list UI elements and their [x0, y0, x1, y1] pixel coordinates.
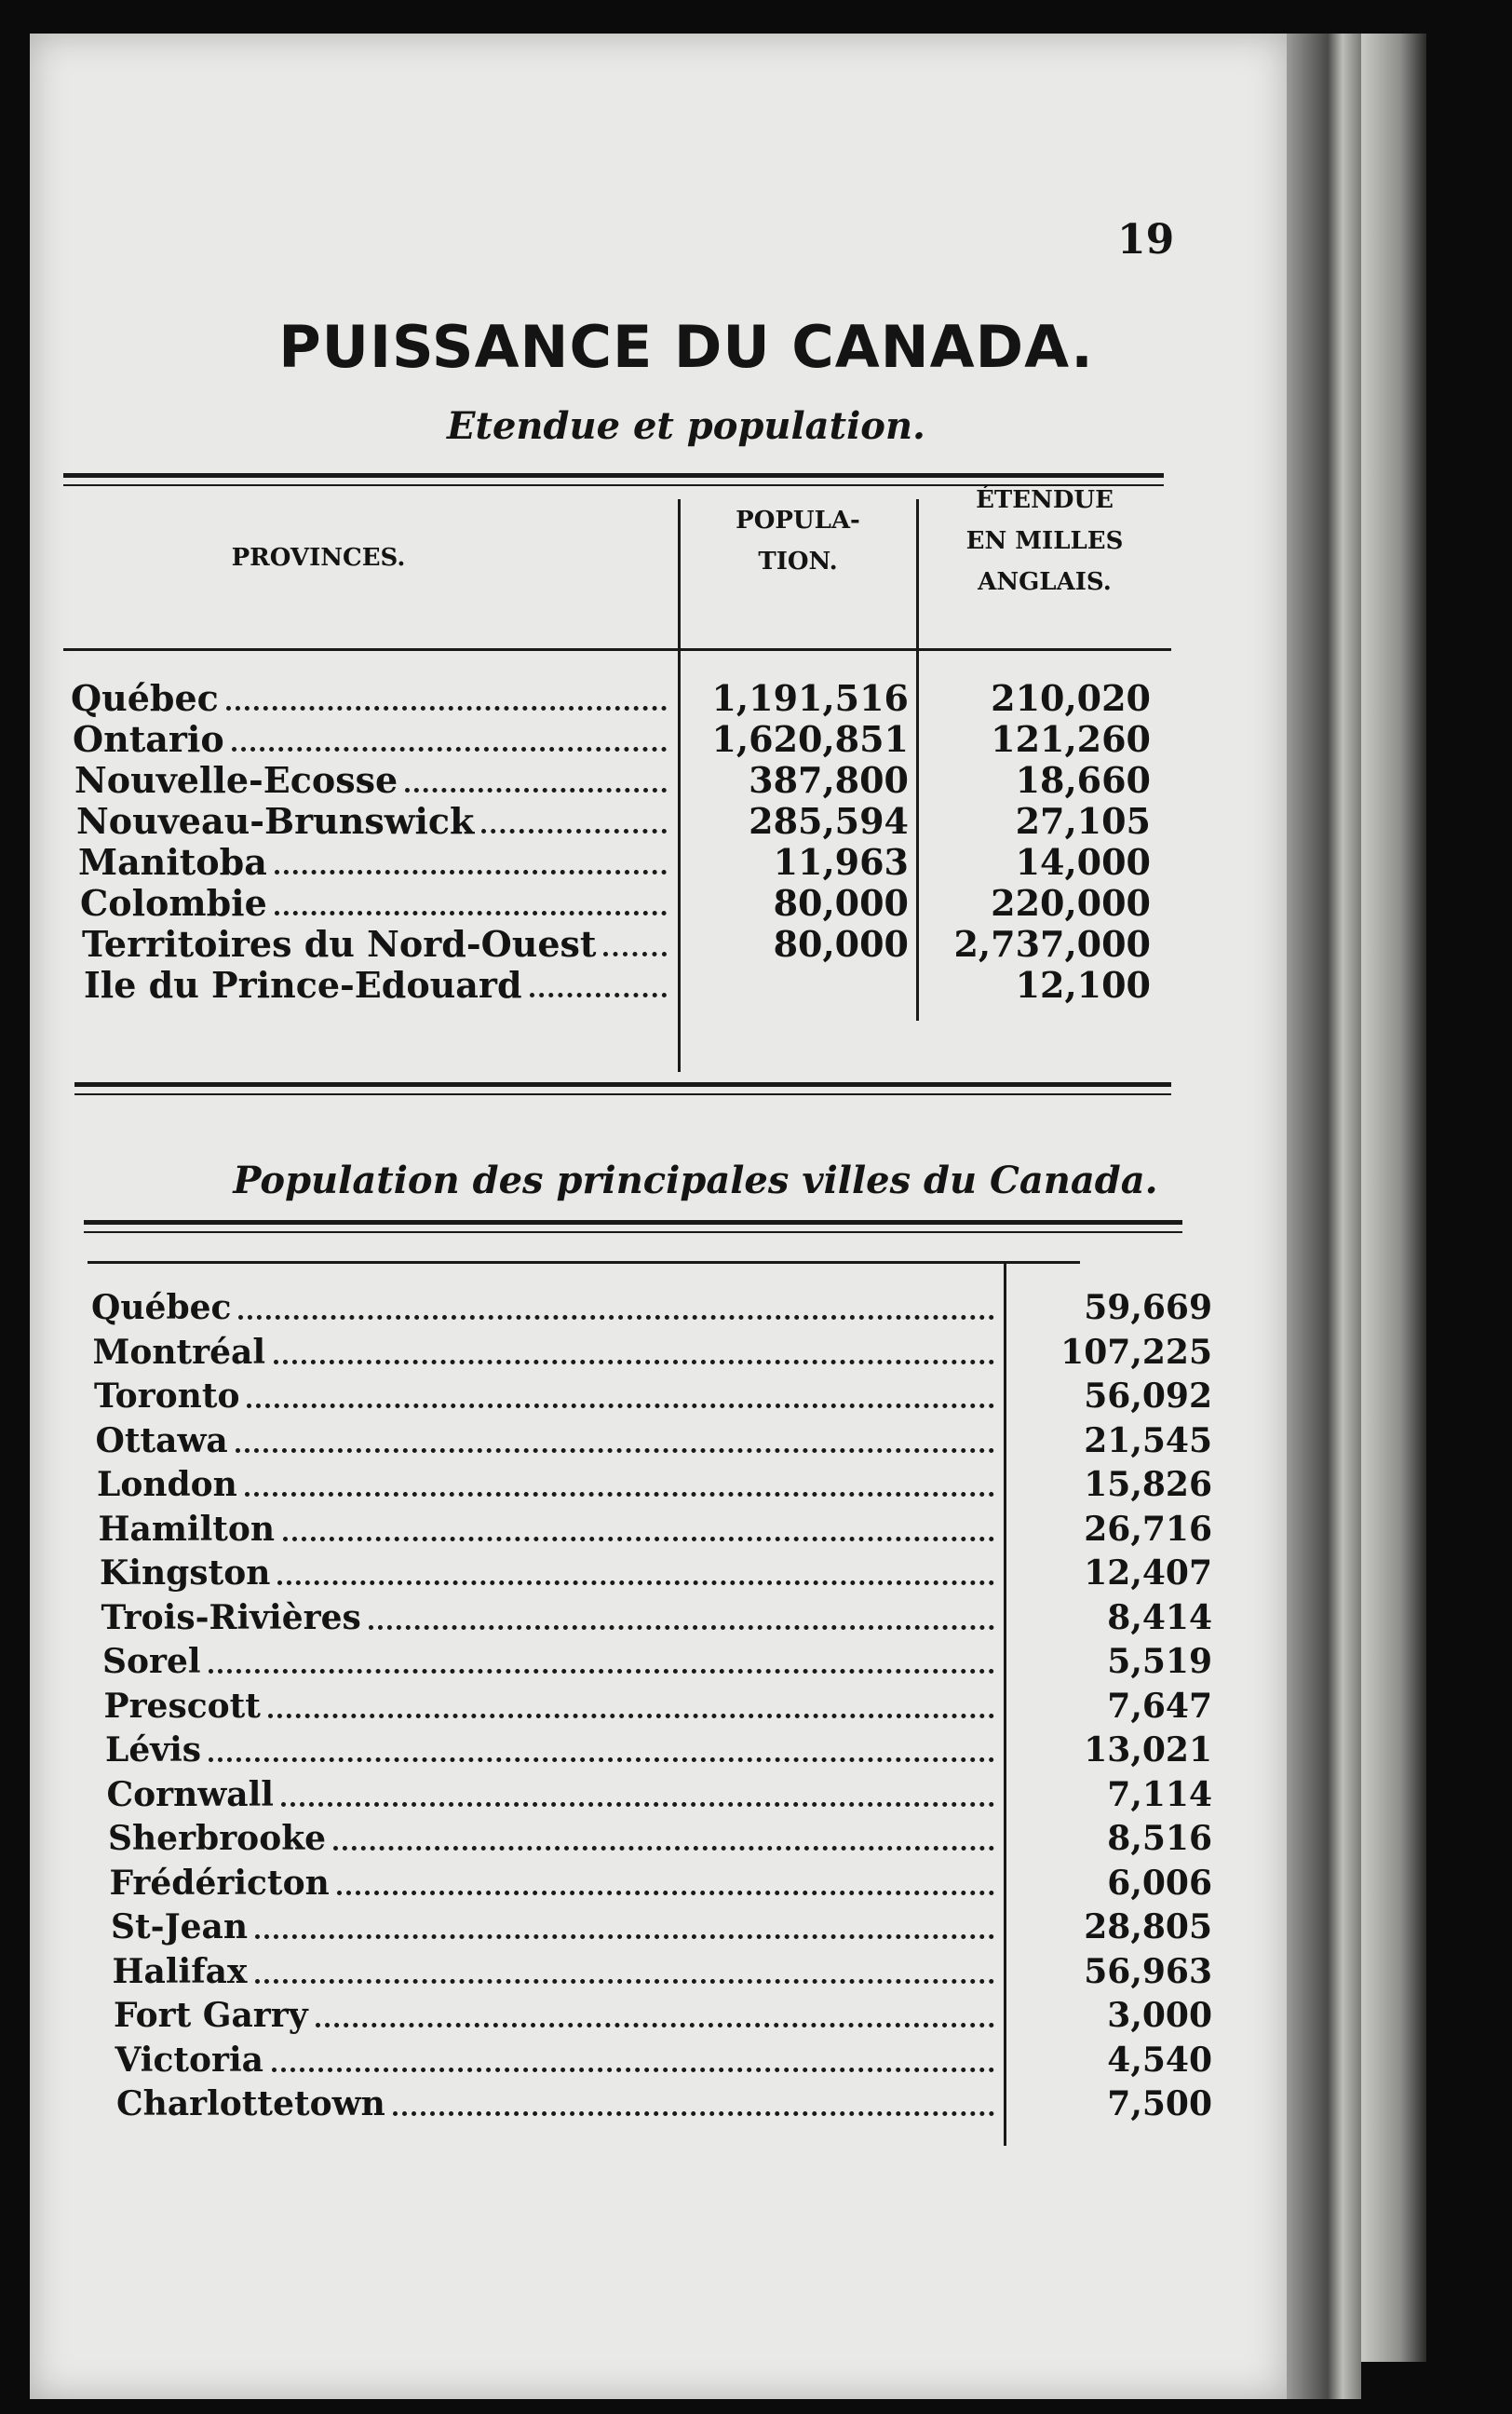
- dot-leader: [530, 993, 667, 997]
- city-name: Trois-Rivières: [101, 1597, 361, 1637]
- province-extent: 27,105: [1015, 800, 1151, 842]
- header-extent-3: ANGLAIS.: [978, 568, 1112, 596]
- header-population-1: POPULA-: [736, 507, 860, 535]
- table2-top-rule: [84, 1220, 1182, 1225]
- city-population: 56,963: [1084, 1951, 1212, 1991]
- table1-bottom-rule: [74, 1082, 1171, 1087]
- province-extent: 18,660: [1015, 759, 1151, 801]
- dot-leader: [236, 1448, 994, 1453]
- table2-col-divider: [1004, 1261, 1006, 2146]
- dot-leader: [272, 2068, 994, 2072]
- city-population: 59,669: [1084, 1288, 1212, 1327]
- city-population: 3,000: [1107, 1996, 1212, 2035]
- dot-leader: [274, 1360, 994, 1364]
- dot-leader: [369, 1625, 994, 1630]
- dot-leader: [481, 829, 667, 834]
- section-subtitle-cities: Population des principales villes du Canada.: [233, 1159, 1158, 1202]
- dot-leader: [277, 1580, 994, 1585]
- dot-leader: [316, 2023, 994, 2027]
- table1-col-divider-2: [916, 499, 919, 1021]
- province-extent: 12,100: [1015, 964, 1151, 1006]
- dot-leader: [337, 1891, 994, 1895]
- city-population: 5,519: [1107, 1642, 1212, 1681]
- page-edge: [1361, 34, 1426, 2362]
- city-name: Hamilton: [98, 1509, 276, 1549]
- province-population: 387,800: [749, 759, 909, 801]
- city-name: Lévis: [105, 1730, 202, 1770]
- province-name: Nouveau-Brunswick: [76, 800, 475, 842]
- city-name: Ottawa: [95, 1420, 228, 1460]
- city-name: Prescott: [103, 1686, 261, 1726]
- dot-leader: [281, 1802, 994, 1807]
- header-provinces: PROVINCES.: [231, 544, 406, 572]
- city-name: Frédéricton: [109, 1863, 330, 1903]
- dot-leader: [226, 706, 667, 711]
- header-extent-1: ÉTENDUE: [976, 486, 1114, 514]
- book-page: [30, 34, 1287, 2399]
- dot-leader: [275, 870, 667, 875]
- city-population: 21,545: [1084, 1420, 1212, 1460]
- province-extent: 220,000: [991, 882, 1151, 924]
- city-name: Fort Garry: [114, 1996, 308, 2035]
- province-name: Manitoba: [78, 841, 267, 883]
- dot-leader: [275, 911, 667, 915]
- city-population: 107,225: [1060, 1332, 1212, 1372]
- table2-header-rule: [88, 1261, 1080, 1264]
- dot-leader: [268, 1714, 994, 1718]
- province-name: Ontario: [73, 718, 224, 760]
- table1-header-rule: [63, 648, 1171, 651]
- province-extent: 121,260: [991, 718, 1151, 760]
- table2-top-rule-thin: [84, 1231, 1182, 1233]
- city-name: London: [97, 1465, 237, 1504]
- province-extent: 14,000: [1015, 841, 1151, 883]
- city-name: Cornwall: [106, 1774, 274, 1814]
- dot-leader: [247, 1404, 994, 1408]
- header-extent-2: EN MILLES: [965, 527, 1124, 555]
- city-population: 15,826: [1084, 1465, 1212, 1504]
- province-population: 285,594: [749, 800, 909, 842]
- table1-bottom-rule-thin: [74, 1093, 1171, 1095]
- city-population: 28,805: [1084, 1907, 1212, 1946]
- dot-leader: [283, 1537, 994, 1541]
- city-name: Sherbrooke: [108, 1819, 327, 1858]
- city-name: Sorel: [102, 1642, 201, 1681]
- province-name: Colombie: [80, 882, 267, 924]
- dot-leader: [255, 1934, 994, 1939]
- dot-leader: [238, 1315, 994, 1320]
- city-name: Toronto: [94, 1377, 240, 1416]
- province-name: Nouvelle-Ecosse: [74, 759, 398, 801]
- province-extent: 210,020: [991, 677, 1151, 719]
- city-population: 4,540: [1107, 2040, 1212, 2080]
- dot-leader: [209, 1757, 994, 1762]
- province-name: Québec: [71, 677, 219, 719]
- dot-leader: [393, 2111, 994, 2116]
- province-extent: 2,737,000: [953, 923, 1151, 965]
- city-population: 7,647: [1107, 1686, 1212, 1726]
- province-population: 80,000: [773, 882, 909, 924]
- province-population: 80,000: [773, 923, 909, 965]
- province-population: 11,963: [773, 841, 909, 883]
- city-name: Charlottetown: [116, 2084, 385, 2123]
- city-population: 56,092: [1084, 1377, 1212, 1416]
- city-population: 8,414: [1107, 1597, 1212, 1637]
- city-population: 12,407: [1084, 1553, 1212, 1593]
- city-name: Montréal: [92, 1332, 266, 1372]
- dot-leader: [245, 1492, 994, 1497]
- province-population: 1,191,516: [711, 677, 909, 719]
- province-name: Ile du Prince-Edouard: [84, 964, 522, 1006]
- section-subtitle-extent: Etendue et population.: [447, 404, 925, 448]
- city-population: 6,006: [1107, 1863, 1212, 1903]
- dot-leader: [405, 788, 667, 793]
- city-population: 13,021: [1084, 1730, 1212, 1770]
- province-name: Territoires du Nord-Ouest: [82, 923, 597, 965]
- table1-top-rule: [63, 473, 1164, 478]
- book-gutter: [1287, 34, 1361, 2399]
- header-population-2: TION.: [758, 548, 838, 576]
- city-population: 8,516: [1107, 1819, 1212, 1858]
- page-number: 19: [1117, 216, 1175, 264]
- dot-leader: [209, 1669, 994, 1674]
- city-population: 7,500: [1107, 2084, 1212, 2123]
- page-title: PUISSANCE DU CANADA.: [278, 313, 1094, 381]
- dot-leader: [603, 952, 667, 956]
- city-population: 7,114: [1107, 1774, 1212, 1814]
- city-name: Victoria: [115, 2040, 264, 2080]
- dot-leader: [333, 1846, 994, 1851]
- city-name: Québec: [91, 1288, 232, 1327]
- city-population: 26,716: [1084, 1509, 1212, 1549]
- city-name: St-Jean: [111, 1907, 249, 1946]
- city-name: Halifax: [112, 1951, 248, 1991]
- city-name: Kingston: [100, 1553, 271, 1593]
- province-population: 1,620,851: [711, 718, 909, 760]
- dot-leader: [255, 1979, 994, 1984]
- dot-leader: [232, 747, 667, 752]
